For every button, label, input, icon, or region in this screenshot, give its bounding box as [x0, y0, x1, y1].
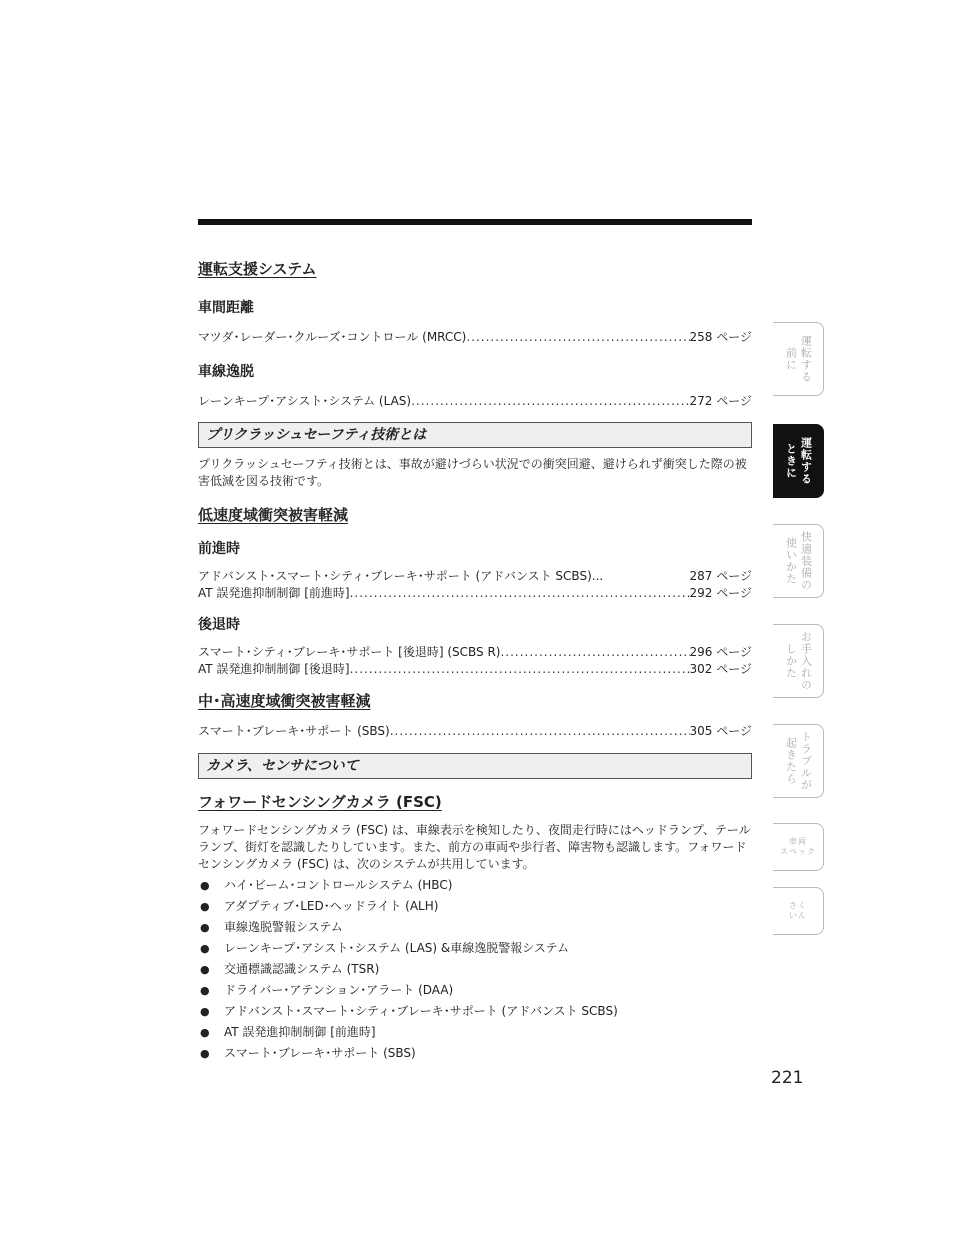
toc-entry[interactable] — [198, 585, 752, 602]
entry-text: スマート･シティ･ブレーキ･サポート [後退時] (SCBS R) — [198, 645, 501, 659]
bullet-text: ハイ･ビーム･コントロールシステム (HBC) — [224, 878, 453, 892]
section-title-fsc: フォワードセンシングカメラ (FSC) — [198, 793, 442, 811]
entry-text: スマート･ブレーキ･サポート (SBS) — [198, 724, 390, 738]
bullet-text: アドバンスト･スマート･シティ･ブレーキ･サポート (アドバンスト SCBS) — [224, 1004, 618, 1018]
bullet-item — [198, 982, 752, 999]
heading-lane: 車線逸脱 — [198, 364, 254, 380]
bullet-text: ドライバー･アテンション･アラート (DAA) — [224, 983, 454, 997]
section-title-low-speed: 低速度域衝突被害軽減 — [198, 506, 349, 524]
chapter-tab-label: 起きたら — [784, 737, 798, 785]
fsc-description: フォワードセンシングカメラ (FSC) は、車線表示を検知したり、夜間走行時にはヘッドランプ、テールランプ、街灯を認識したりしています。また、前方の車両や歩行者、障害物も認識します。フォワードセンシングカメラ (FSC) は、次のシステムが共用しています。 — [198, 823, 751, 871]
toc-entry[interactable] — [198, 329, 752, 346]
chapter-tab-label: さく — [789, 901, 807, 910]
section-title-mid-high: 中･高速度域衝突被害軽減 — [198, 692, 371, 710]
chapter-tab[interactable] — [773, 887, 824, 935]
chapter-tab[interactable] — [773, 823, 824, 871]
page-number: 221 — [771, 1068, 804, 1088]
section-title-driving-support: 運転支援システム — [198, 260, 317, 278]
chapter-tab-label: 運転する — [799, 335, 813, 383]
chapter-tab[interactable] — [773, 624, 824, 698]
chapter-tab[interactable] — [773, 524, 824, 598]
bullet-item — [198, 877, 752, 894]
chapter-tab-label: 使いかた — [784, 537, 798, 585]
bullet-item — [198, 940, 752, 957]
page-content — [198, 258, 752, 1062]
bullet-text: スマート･ブレーキ･サポート (SBS) — [224, 1046, 416, 1060]
entry-text: AT 誤発進抑制制御 [後退時] — [198, 662, 350, 676]
chapter-tab[interactable] — [773, 424, 824, 498]
bullet-icon: ● — [200, 879, 210, 892]
heading-distance: 車間距離 — [198, 300, 254, 316]
bullet-item — [198, 919, 752, 936]
entry-page: 287 ページ — [689, 569, 752, 583]
bullet-item — [198, 961, 752, 978]
entry-text: レーンキープ･アシスト･システム (LAS) — [198, 394, 412, 408]
bullet-icon: ● — [200, 1005, 210, 1018]
heading-forward: 前進時 — [198, 541, 240, 557]
chapter-tab-label: 車両 — [789, 837, 807, 846]
chapter-tab-label: ときに — [784, 443, 798, 479]
section-box-precrash: プリクラッシュセーフティ技術とは — [198, 422, 752, 448]
chapter-tab[interactable] — [773, 322, 824, 396]
bullet-icon: ● — [200, 921, 210, 934]
chapter-tab-label: 快適装備の — [799, 531, 813, 591]
bullet-icon: ● — [200, 1047, 210, 1060]
chapter-tab-label: 運転する — [799, 437, 813, 485]
entry-page: 296 ページ — [689, 645, 752, 659]
chapter-tab-label: お手入れの — [799, 631, 813, 691]
entry-page: 292 ページ — [689, 586, 752, 600]
entry-page: 302 ページ — [689, 662, 752, 676]
toc-entry[interactable] — [198, 661, 752, 678]
bullet-item — [198, 1045, 752, 1062]
bullet-text: レーンキープ･アシスト･システム (LAS) &車線逸脱警報システム — [224, 941, 570, 955]
toc-entry[interactable] — [198, 644, 752, 661]
chapter-tab-label: スペック — [780, 847, 816, 856]
section-box-camera: カメラ、センサについて — [198, 753, 752, 779]
bullet-text: アダプティブ･LED･ヘッドライト (ALH) — [224, 899, 439, 913]
bullet-text: AT 誤発進抑制制御 [前進時] — [224, 1025, 376, 1039]
chapter-tab[interactable] — [773, 724, 824, 798]
bullet-item — [198, 1003, 752, 1020]
header-rule — [198, 219, 752, 225]
bullet-text: 交通標識認識システム (TSR) — [224, 962, 380, 976]
heading-reverse: 後退時 — [198, 617, 240, 633]
entry-text: アドバンスト･スマート･シティ･ブレーキ･サポート (アドバンスト SCBS)... — [198, 569, 604, 583]
fsc-system-list — [198, 877, 752, 1062]
bullet-icon: ● — [200, 963, 210, 976]
entry-page: 305 ページ — [689, 724, 752, 738]
precrash-description: プリクラッシュセーフティ技術とは、事故が避けづらい状況での衝突回避、避けられず衝突した際の被害低減を図る技術です。 — [198, 457, 747, 488]
bullet-icon: ● — [200, 900, 210, 913]
bullet-text: 車線逸脱警報システム — [224, 920, 343, 934]
toc-entry[interactable] — [198, 723, 752, 740]
bullet-icon: ● — [200, 942, 210, 955]
entry-page: 272 ページ — [689, 394, 752, 408]
entry-text: AT 誤発進抑制制御 [前進時] — [198, 586, 350, 600]
bullet-item — [198, 1024, 752, 1041]
entry-text: マツダ･レーダー･クルーズ･コントロール (MRCC) — [198, 330, 467, 344]
chapter-tab-label: 前に — [784, 347, 798, 371]
toc-entry[interactable] — [198, 393, 752, 410]
chapter-tab-label: トラブルが — [799, 731, 813, 791]
entry-page: 258 ページ — [689, 330, 752, 344]
toc-entry[interactable] — [198, 568, 752, 585]
bullet-icon: ● — [200, 1026, 210, 1039]
bullet-icon: ● — [200, 984, 210, 997]
chapter-tab-label: いん — [789, 911, 807, 920]
bullet-item — [198, 898, 752, 915]
chapter-tab-label: しかた — [784, 643, 798, 679]
